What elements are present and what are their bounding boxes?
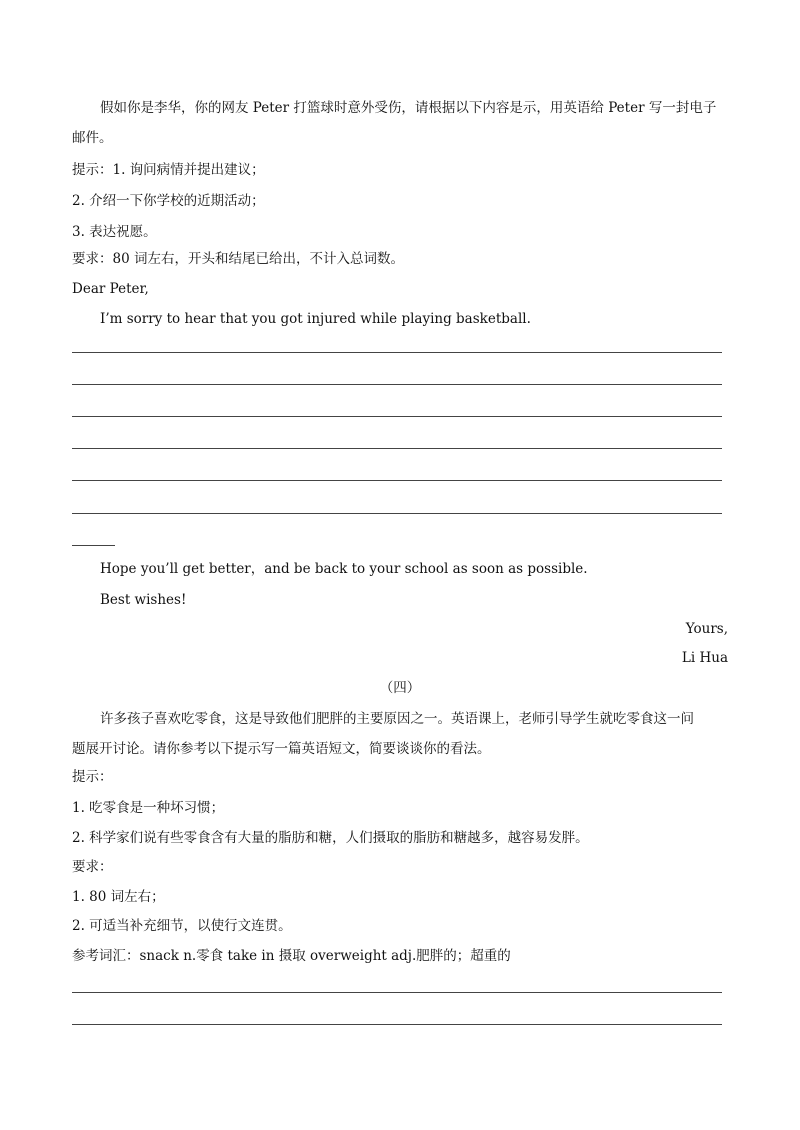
section-heading: （四） xyxy=(379,680,421,696)
answer-line-short xyxy=(72,545,115,546)
answer-line xyxy=(72,992,722,993)
part4-requirements-label: 要求： xyxy=(72,859,113,875)
letter-opening: I’m sorry to hear that you got injured while playing basketball. xyxy=(100,311,531,327)
part3-intro-line1: 假如你是李华，你的网友 Peter 打篮球时意外受伤，请根据以下内容是示，用英语给 Peter 写一封电子 xyxy=(100,100,717,116)
part4-hint2: 2. 科学家们说有些零食含有大量的脂肪和糖，人们摄取的脂肪和糖越多，越容易发胖。 xyxy=(72,830,589,846)
part3-hint3: 3. 表达祝愿。 xyxy=(72,224,157,240)
part4-intro-line1: 许多孩子喜欢吃零食，这是导致他们肥胖的主要原因之一。英语课上，老师引导学生就吃零食这一问 xyxy=(100,711,694,727)
letter-closing-wish: Hope you’ll get better，and be back to your school as soon as possible. xyxy=(100,561,588,577)
part4-intro-line2: 题展开讨论。请你参考以下提示写一篇英语短文，简要谈谈你的看法。 xyxy=(72,741,491,757)
answer-line xyxy=(72,352,722,353)
answer-line xyxy=(72,384,722,385)
letter-signature: Li Hua xyxy=(681,650,728,666)
letter-salutation: Dear Peter, xyxy=(72,281,149,297)
answer-line xyxy=(72,416,722,417)
part3-intro-line2: 邮件。 xyxy=(72,130,113,146)
answer-line xyxy=(72,480,722,481)
letter-signoff: Yours, xyxy=(685,621,728,637)
letter-closing-best-wishes: Best wishes! xyxy=(100,592,187,608)
part3-hint2: 2. 介绍一下你学校的近期活动； xyxy=(72,193,265,209)
answer-line xyxy=(72,448,722,449)
part4-hints-label: 提示： xyxy=(72,769,113,785)
part4-req2: 2. 可适当补充细节，以使行文连贯。 xyxy=(72,918,292,934)
part3-requirement: 要求：80 词左右，开头和结尾已给出，不计入总词数。 xyxy=(72,251,404,267)
part3-hint1: 提示：1. 询问病情并提出建议； xyxy=(72,162,265,178)
answer-line xyxy=(72,1024,722,1025)
answer-line xyxy=(72,513,722,514)
part4-req1: 1. 80 词左右； xyxy=(72,889,165,905)
part4-vocabulary: 参考词汇：snack n.零食 take in 摄取 overweight adj.肥胖的；超重的 xyxy=(72,948,511,964)
part4-hint1: 1. 吃零食是一种坏习惯； xyxy=(72,800,225,816)
